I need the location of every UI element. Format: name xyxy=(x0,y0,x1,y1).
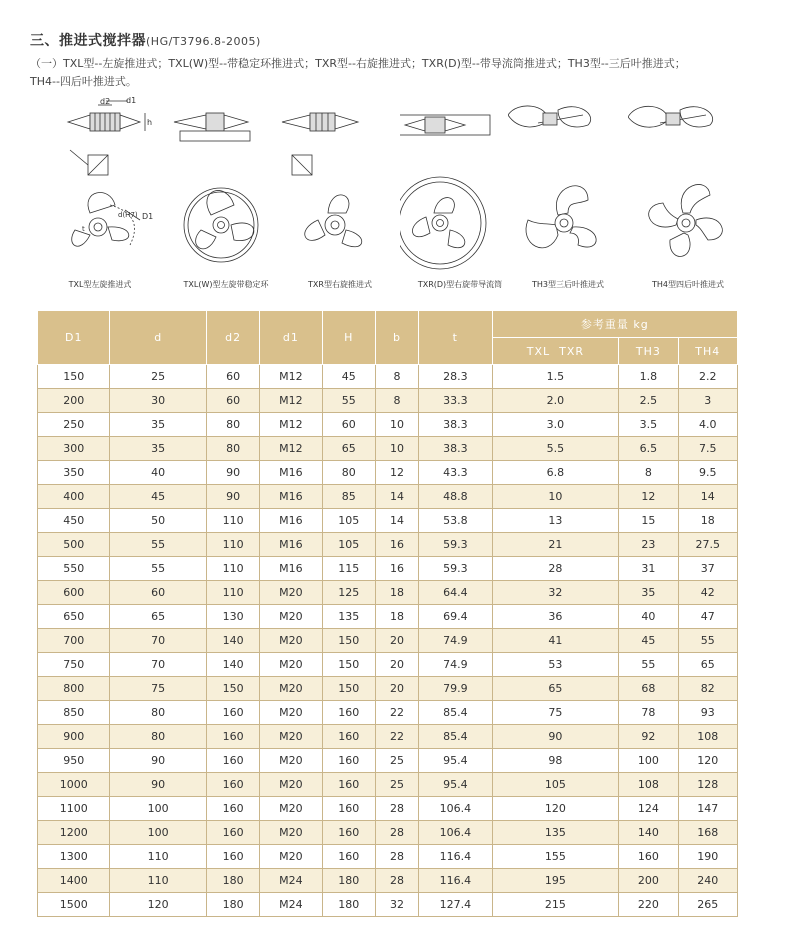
table-cell: 130 xyxy=(206,605,259,629)
table-cell: 215 xyxy=(492,893,619,917)
table-cell: 23 xyxy=(619,533,678,557)
caption-th4: TH4型四后叶推进式 xyxy=(652,280,724,289)
table-cell: 1400 xyxy=(38,869,110,893)
table-cell: 18 xyxy=(678,509,737,533)
table-cell: 100 xyxy=(110,797,207,821)
table-cell: 135 xyxy=(322,605,375,629)
table-cell: 160 xyxy=(206,749,259,773)
table-cell: 180 xyxy=(322,893,375,917)
table-cell: 32 xyxy=(492,581,619,605)
table-cell: 140 xyxy=(206,653,259,677)
table-cell: 14 xyxy=(678,485,737,509)
table-cell: 3.0 xyxy=(492,413,619,437)
spec-table xyxy=(37,310,738,917)
txl-w-drawing xyxy=(166,95,296,280)
table-cell: 160 xyxy=(206,773,259,797)
table-row xyxy=(38,701,738,725)
table-cell: 42 xyxy=(678,581,737,605)
table-cell: 16 xyxy=(375,533,418,557)
table-row xyxy=(38,509,738,533)
table-cell: 4.0 xyxy=(678,413,737,437)
table-cell: 160 xyxy=(322,821,375,845)
table-cell: 28 xyxy=(492,557,619,581)
table-cell: 150 xyxy=(322,677,375,701)
table-cell: 25 xyxy=(375,749,418,773)
table-cell: 135 xyxy=(492,821,619,845)
table-cell: 150 xyxy=(206,677,259,701)
table-cell: 750 xyxy=(38,653,110,677)
table-cell: M20 xyxy=(260,581,322,605)
table-cell: 110 xyxy=(206,557,259,581)
table-cell: 93 xyxy=(678,701,737,725)
table-cell: 350 xyxy=(38,461,110,485)
table-cell: 190 xyxy=(678,845,737,869)
figure-txl-w xyxy=(166,95,286,300)
figure-txl xyxy=(40,95,160,300)
table-cell: 150 xyxy=(322,629,375,653)
table-cell: 28 xyxy=(375,869,418,893)
table-cell: 38.3 xyxy=(419,437,492,461)
table-cell: 75 xyxy=(110,677,207,701)
table-cell: 80 xyxy=(322,461,375,485)
standard-code: (HG/T3796.8-2005) xyxy=(146,35,261,48)
table-cell: 150 xyxy=(38,365,110,389)
table-cell: 85.4 xyxy=(419,725,492,749)
table-cell: 90 xyxy=(110,749,207,773)
table-row xyxy=(38,629,738,653)
caption-txr-d: TXR(D)型右旋带导流筒 xyxy=(417,280,503,289)
table-cell: 160 xyxy=(206,821,259,845)
table-cell: 35 xyxy=(110,437,207,461)
table-cell: 108 xyxy=(678,725,737,749)
table-cell: 80 xyxy=(110,701,207,725)
table-cell: 160 xyxy=(322,797,375,821)
table-cell: 79.9 xyxy=(419,677,492,701)
table-cell: 250 xyxy=(38,413,110,437)
table-cell: 400 xyxy=(38,485,110,509)
table-cell: 95.4 xyxy=(419,749,492,773)
table-cell: 450 xyxy=(38,509,110,533)
table-cell: 78 xyxy=(619,701,678,725)
table-cell: 1000 xyxy=(38,773,110,797)
table-cell: M20 xyxy=(260,845,322,869)
table-row xyxy=(38,869,738,893)
table-cell: 105 xyxy=(322,509,375,533)
th4-drawing xyxy=(628,95,758,280)
table-cell: 110 xyxy=(206,509,259,533)
table-cell: 8 xyxy=(619,461,678,485)
table-cell: 48.8 xyxy=(419,485,492,509)
table-cell: 35 xyxy=(619,581,678,605)
table-cell: 9.5 xyxy=(678,461,737,485)
intro-line-1: （一）TXL型--左旋推进式；TXL(W)型--带稳定环推进式；TXR型--右旋推进式；TXR(D)型--带导流筒推进式；TH3型--三后叶推进式； xyxy=(30,57,686,70)
table-cell: 850 xyxy=(38,701,110,725)
col-header-th4: TH4 xyxy=(678,338,737,365)
table-cell: 90 xyxy=(110,773,207,797)
col-header-d2: d2 xyxy=(206,311,259,365)
table-row xyxy=(38,893,738,917)
label-d1: d1 xyxy=(126,96,137,105)
table-cell: M16 xyxy=(260,485,322,509)
title-text: 三、推进式搅拌器 xyxy=(30,33,146,49)
th3-drawing xyxy=(508,95,638,280)
table-cell: 124 xyxy=(619,797,678,821)
table-cell: 160 xyxy=(322,701,375,725)
table-cell: 160 xyxy=(322,725,375,749)
page-title xyxy=(30,30,261,50)
table-cell: 13 xyxy=(492,509,619,533)
table-cell: M20 xyxy=(260,749,322,773)
table-row xyxy=(38,773,738,797)
table-row xyxy=(38,389,738,413)
table-cell: 14 xyxy=(375,485,418,509)
table-cell: 140 xyxy=(206,629,259,653)
table-cell: 265 xyxy=(678,893,737,917)
table-cell: 116.4 xyxy=(419,845,492,869)
table-cell: 155 xyxy=(492,845,619,869)
table-cell: M20 xyxy=(260,605,322,629)
table-cell: 95.4 xyxy=(419,773,492,797)
table-cell: 150 xyxy=(322,653,375,677)
table-cell: M20 xyxy=(260,629,322,653)
table-cell: 1100 xyxy=(38,797,110,821)
table-cell: 147 xyxy=(678,797,737,821)
table-cell: 6.8 xyxy=(492,461,619,485)
table-cell: 20 xyxy=(375,653,418,677)
table-cell: M12 xyxy=(260,413,322,437)
table-row xyxy=(38,437,738,461)
table-cell: 85.4 xyxy=(419,701,492,725)
table-cell: 14 xyxy=(375,509,418,533)
table-cell: 108 xyxy=(619,773,678,797)
table-cell: 45 xyxy=(110,485,207,509)
table-row xyxy=(38,413,738,437)
caption-txl: TXL型左旋推进式 xyxy=(68,280,132,289)
table-cell: 220 xyxy=(619,893,678,917)
table-row xyxy=(38,605,738,629)
table-cell: 106.4 xyxy=(419,821,492,845)
figure-txr-d xyxy=(400,95,520,300)
table-cell: 160 xyxy=(322,773,375,797)
table-cell: M20 xyxy=(260,677,322,701)
table-cell: 69.4 xyxy=(419,605,492,629)
col-header-t: t xyxy=(419,311,492,365)
table-cell: 700 xyxy=(38,629,110,653)
table-cell: 22 xyxy=(375,701,418,725)
table-cell: 3.5 xyxy=(619,413,678,437)
table-cell: M20 xyxy=(260,653,322,677)
table-cell: 160 xyxy=(206,797,259,821)
table-cell: 90 xyxy=(492,725,619,749)
col-header-b: b xyxy=(375,311,418,365)
table-cell: 47 xyxy=(678,605,737,629)
table-row xyxy=(38,749,738,773)
table-cell: 27.5 xyxy=(678,533,737,557)
table-cell: 68 xyxy=(619,677,678,701)
table-cell: 500 xyxy=(38,533,110,557)
col-header-H: H xyxy=(322,311,375,365)
table-cell: 550 xyxy=(38,557,110,581)
table-cell: 160 xyxy=(206,701,259,725)
table-cell: 80 xyxy=(206,413,259,437)
table-cell: 900 xyxy=(38,725,110,749)
table-cell: 1.8 xyxy=(619,365,678,389)
table-cell: 92 xyxy=(619,725,678,749)
table-cell: 38.3 xyxy=(419,413,492,437)
table-cell: 90 xyxy=(206,461,259,485)
table-cell: 43.3 xyxy=(419,461,492,485)
figure-th4 xyxy=(628,95,748,300)
table-cell: 36 xyxy=(492,605,619,629)
table-cell: M20 xyxy=(260,773,322,797)
table-cell: 50 xyxy=(110,509,207,533)
table-cell: 160 xyxy=(206,845,259,869)
table-cell: 60 xyxy=(206,389,259,413)
table-cell: 55 xyxy=(322,389,375,413)
table-cell: M16 xyxy=(260,509,322,533)
table-cell: 180 xyxy=(206,869,259,893)
table-cell: 8 xyxy=(375,389,418,413)
table-cell: 5.5 xyxy=(492,437,619,461)
table-cell: 31 xyxy=(619,557,678,581)
table-cell: M16 xyxy=(260,533,322,557)
table-cell: 3 xyxy=(678,389,737,413)
table-cell: 180 xyxy=(206,893,259,917)
caption-txr: TXR型右旋推进式 xyxy=(308,280,372,289)
table-row xyxy=(38,365,738,389)
table-row xyxy=(38,725,738,749)
table-cell: 64.4 xyxy=(419,581,492,605)
table-cell: 110 xyxy=(206,581,259,605)
table-cell: 10 xyxy=(375,413,418,437)
table-cell: 28 xyxy=(375,797,418,821)
table-cell: 300 xyxy=(38,437,110,461)
table-cell: 90 xyxy=(206,485,259,509)
txl-drawing xyxy=(40,95,170,280)
table-cell: 60 xyxy=(322,413,375,437)
table-cell: M20 xyxy=(260,725,322,749)
label-t: t xyxy=(82,225,85,233)
table-cell: 40 xyxy=(110,461,207,485)
table-cell: 21 xyxy=(492,533,619,557)
table-cell: 800 xyxy=(38,677,110,701)
table-cell: 20 xyxy=(375,629,418,653)
table-cell: 160 xyxy=(322,749,375,773)
intro-text xyxy=(30,55,770,91)
table-row xyxy=(38,533,738,557)
caption-txl-w: TXL(W)型左旋带稳定环 xyxy=(183,280,269,289)
table-cell: 74.9 xyxy=(419,653,492,677)
table-cell: 200 xyxy=(619,869,678,893)
table-cell: 18 xyxy=(375,581,418,605)
txr-drawing xyxy=(280,95,410,280)
col-header-txl-txr: TXL TXR xyxy=(492,338,619,365)
caption-th3: TH3型三后叶推进式 xyxy=(532,280,604,289)
table-cell: 110 xyxy=(110,869,207,893)
table-cell: 65 xyxy=(678,653,737,677)
table-cell: 22 xyxy=(375,725,418,749)
table-cell: 110 xyxy=(206,533,259,557)
table-cell: 20 xyxy=(375,677,418,701)
table-row xyxy=(38,485,738,509)
table-cell: 85 xyxy=(322,485,375,509)
table-cell: 70 xyxy=(110,653,207,677)
table-cell: 1.5 xyxy=(492,365,619,389)
table-cell: 100 xyxy=(110,821,207,845)
table-cell: 600 xyxy=(38,581,110,605)
table-cell: 65 xyxy=(322,437,375,461)
table-row xyxy=(38,461,738,485)
table-cell: M20 xyxy=(260,701,322,725)
table-cell: 950 xyxy=(38,749,110,773)
table-cell: 53 xyxy=(492,653,619,677)
table-cell: 1200 xyxy=(38,821,110,845)
table-cell: 7.5 xyxy=(678,437,737,461)
col-group-weight: 参考重量 kg xyxy=(492,311,737,338)
table-row xyxy=(38,653,738,677)
table-cell: 12 xyxy=(619,485,678,509)
table-cell: 650 xyxy=(38,605,110,629)
table-cell: 1500 xyxy=(38,893,110,917)
table-cell: 60 xyxy=(110,581,207,605)
col-header-d1: d1 xyxy=(260,311,322,365)
table-cell: 74.9 xyxy=(419,629,492,653)
table-cell: 160 xyxy=(206,725,259,749)
table-cell: 160 xyxy=(322,845,375,869)
impeller-figures xyxy=(40,95,770,300)
table-cell: M24 xyxy=(260,869,322,893)
table-cell: 45 xyxy=(322,365,375,389)
table-cell: 80 xyxy=(206,437,259,461)
table-cell: 75 xyxy=(492,701,619,725)
table-row xyxy=(38,821,738,845)
table-cell: 105 xyxy=(492,773,619,797)
table-cell: 106.4 xyxy=(419,797,492,821)
table-cell: 15 xyxy=(619,509,678,533)
spec-table-body xyxy=(38,365,738,917)
table-cell: 37 xyxy=(678,557,737,581)
table-cell: 70 xyxy=(110,629,207,653)
table-cell: 10 xyxy=(492,485,619,509)
table-cell: 168 xyxy=(678,821,737,845)
label-h: h xyxy=(147,118,153,127)
table-cell: 195 xyxy=(492,869,619,893)
table-cell: 1300 xyxy=(38,845,110,869)
table-cell: 127.4 xyxy=(419,893,492,917)
table-cell: 40 xyxy=(619,605,678,629)
table-cell: 240 xyxy=(678,869,737,893)
table-cell: M12 xyxy=(260,437,322,461)
table-cell: 28.3 xyxy=(419,365,492,389)
figure-txr xyxy=(280,95,400,300)
header-row-1 xyxy=(38,311,738,338)
table-row xyxy=(38,581,738,605)
table-cell: M12 xyxy=(260,365,322,389)
table-cell: 59.3 xyxy=(419,533,492,557)
table-cell: M16 xyxy=(260,557,322,581)
table-cell: 2.0 xyxy=(492,389,619,413)
table-cell: 30 xyxy=(110,389,207,413)
table-cell: 33.3 xyxy=(419,389,492,413)
table-cell: 2.2 xyxy=(678,365,737,389)
table-cell: 2.5 xyxy=(619,389,678,413)
table-cell: 59.3 xyxy=(419,557,492,581)
table-cell: 55 xyxy=(619,653,678,677)
table-cell: 55 xyxy=(678,629,737,653)
col-header-D1: D1 xyxy=(38,311,110,365)
table-cell: 98 xyxy=(492,749,619,773)
table-cell: 120 xyxy=(110,893,207,917)
table-row xyxy=(38,845,738,869)
table-cell: 160 xyxy=(619,845,678,869)
table-cell: 28 xyxy=(375,821,418,845)
table-cell: 115 xyxy=(322,557,375,581)
table-cell: 100 xyxy=(619,749,678,773)
table-cell: 180 xyxy=(322,869,375,893)
table-cell: 28 xyxy=(375,845,418,869)
table-row xyxy=(38,557,738,581)
table-cell: 80 xyxy=(110,725,207,749)
table-cell: 53.8 xyxy=(419,509,492,533)
table-row xyxy=(38,677,738,701)
table-cell: 25 xyxy=(110,365,207,389)
table-cell: 35 xyxy=(110,413,207,437)
table-cell: 55 xyxy=(110,557,207,581)
table-cell: M16 xyxy=(260,461,322,485)
table-cell: 45 xyxy=(619,629,678,653)
intro-line-2: TH4--四后叶推进式。 xyxy=(30,75,137,88)
table-cell: 25 xyxy=(375,773,418,797)
table-cell: 32 xyxy=(375,893,418,917)
label-dh: d(H7) xyxy=(118,211,138,219)
table-cell: 12 xyxy=(375,461,418,485)
table-cell: 41 xyxy=(492,629,619,653)
table-cell: 125 xyxy=(322,581,375,605)
table-cell: 110 xyxy=(110,845,207,869)
table-cell: M20 xyxy=(260,797,322,821)
table-cell: 65 xyxy=(110,605,207,629)
table-cell: 120 xyxy=(678,749,737,773)
table-cell: 10 xyxy=(375,437,418,461)
table-cell: 140 xyxy=(619,821,678,845)
table-cell: M20 xyxy=(260,821,322,845)
label-D1: D1 xyxy=(142,212,154,221)
table-row xyxy=(38,797,738,821)
table-cell: 55 xyxy=(110,533,207,557)
table-cell: 16 xyxy=(375,557,418,581)
table-cell: 18 xyxy=(375,605,418,629)
table-cell: M12 xyxy=(260,389,322,413)
table-cell: 200 xyxy=(38,389,110,413)
label-d2: d2 xyxy=(100,97,111,106)
table-cell: 6.5 xyxy=(619,437,678,461)
table-cell: M24 xyxy=(260,893,322,917)
table-cell: 60 xyxy=(206,365,259,389)
figure-th3 xyxy=(508,95,628,300)
table-cell: 120 xyxy=(492,797,619,821)
table-cell: 116.4 xyxy=(419,869,492,893)
table-cell: 65 xyxy=(492,677,619,701)
table-cell: 128 xyxy=(678,773,737,797)
table-cell: 82 xyxy=(678,677,737,701)
table-cell: 105 xyxy=(322,533,375,557)
table-cell: 8 xyxy=(375,365,418,389)
col-header-d: d xyxy=(110,311,207,365)
col-header-th3: TH3 xyxy=(619,338,678,365)
